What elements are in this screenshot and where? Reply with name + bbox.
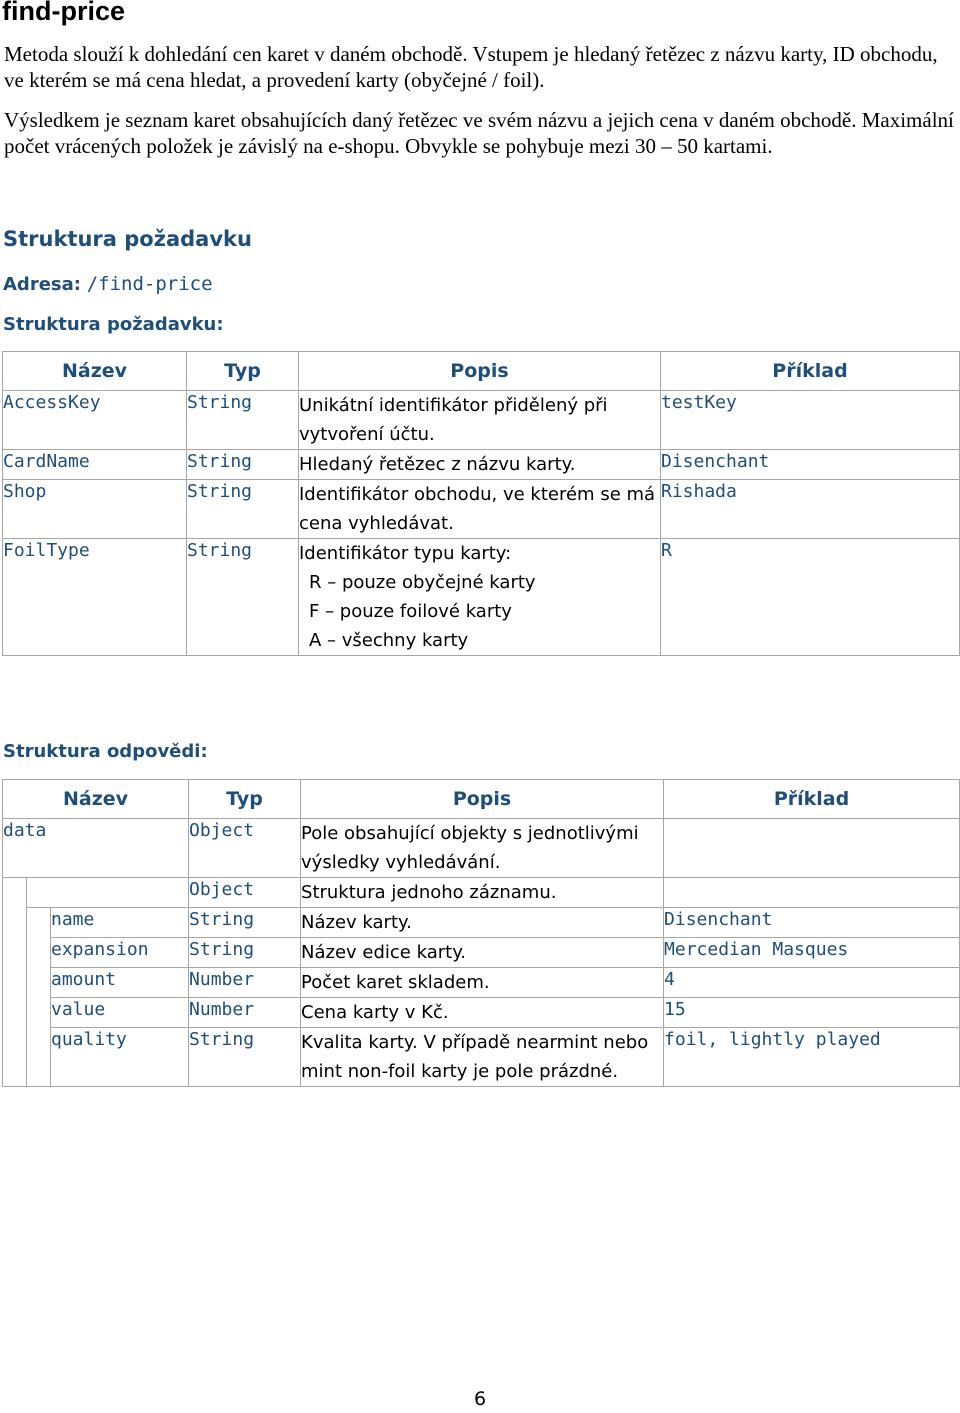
header-type: Typ: [187, 352, 299, 391]
field-example: 15: [664, 998, 960, 1028]
field-description: Cena karty v Kč.: [301, 998, 664, 1028]
field-example: Disenchant: [664, 908, 960, 938]
header-description: Popis: [299, 352, 661, 391]
field-name: quality: [51, 1028, 189, 1087]
field-description: Struktura jednoho záznamu.: [301, 878, 664, 908]
param-description: Identifikátor obchodu, ve kterém se má cena vyhledávat.: [299, 480, 661, 539]
field-name: data: [3, 819, 189, 878]
table-row: [3, 998, 960, 1028]
field-example: [664, 878, 960, 908]
request-section-title: Struktura požadavku: [3, 227, 252, 251]
param-description-text: Identifikátor typu karty:: [299, 543, 512, 564]
header-example: Příklad: [661, 352, 960, 391]
option-item: R – pouze obyčejné karty: [309, 572, 536, 593]
header-name: Název: [3, 352, 187, 391]
param-description: Hledaný řetězec z názvu karty.: [299, 450, 661, 480]
table-row: [3, 539, 960, 656]
field-type: Object: [189, 878, 301, 908]
request-header-row: [3, 352, 960, 391]
table-row: [3, 938, 960, 968]
param-type: String: [187, 480, 299, 539]
address-label: Adresa:: [3, 274, 81, 295]
table-row: [3, 450, 960, 480]
field-name: expansion: [51, 938, 189, 968]
field-type: Object: [189, 819, 301, 878]
table-row: [3, 878, 960, 908]
table-row: [3, 968, 960, 998]
header-name: Název: [3, 780, 189, 819]
field-type: String: [189, 1028, 301, 1087]
param-name: Shop: [3, 480, 187, 539]
address-line: [3, 273, 213, 295]
field-name: amount: [51, 968, 189, 998]
field-description: Pole obsahující objekty s jednotlivými výsledky vyhledávání.: [301, 819, 664, 878]
param-type: String: [187, 391, 299, 450]
field-name: [27, 878, 189, 908]
param-name: AccessKey: [3, 391, 187, 450]
param-type: String: [187, 539, 299, 656]
param-example: testKey: [661, 391, 960, 450]
address-value: /find-price: [86, 273, 213, 295]
header-example: Příklad: [664, 780, 960, 819]
request-table: [2, 351, 960, 656]
indent-cell: [27, 908, 51, 1087]
field-name: value: [51, 998, 189, 1028]
field-description: Název karty.: [301, 908, 664, 938]
indent-cell: [3, 878, 27, 1087]
table-row: [3, 1028, 960, 1087]
intro-paragraph-1: Metoda slouží k dohledání cen karet v daném obchodě. Vstupem je hledaný řetězec z názvu karty, ID obchodu, ve kterém se má cena hledat, a provedení karty (obyčejné / foil).: [4, 42, 938, 92]
response-table-title: Struktura odpovědi:: [3, 741, 208, 762]
header-type: Typ: [189, 780, 301, 819]
field-type: String: [189, 938, 301, 968]
field-example: Mercedian Masques: [664, 938, 960, 968]
param-name: CardName: [3, 450, 187, 480]
page-number: 6: [473, 1388, 487, 1410]
param-name: FoilType: [3, 539, 187, 656]
intro-paragraph-2: Výsledkem je seznam karet obsahujících daný řetězec ve svém názvu a jejich cena v daném obchodě. Maximální počet vrácených položek je závislý na e-shopu. Obvykle se pohybuje mezi 30 – 50 kartami.: [4, 108, 954, 158]
table-row: [3, 819, 960, 878]
param-example: R: [661, 539, 960, 656]
option-item: F – pouze foilové karty: [309, 601, 512, 622]
response-header-row: [3, 780, 960, 819]
field-example: 4: [664, 968, 960, 998]
param-description: Unikátní identifikátor přidělený při vytvoření účtu.: [299, 391, 661, 450]
field-example: foil, lightly played: [664, 1028, 960, 1087]
field-name: name: [51, 908, 189, 938]
table-row: [3, 908, 960, 938]
field-type: String: [189, 908, 301, 938]
option-item: A – všechny karty: [309, 630, 469, 651]
param-description: [299, 539, 661, 656]
field-description: Počet karet skladem.: [301, 968, 664, 998]
param-type: String: [187, 450, 299, 480]
field-description: Název edice karty.: [301, 938, 664, 968]
param-example: Disenchant: [661, 450, 960, 480]
field-example: [664, 819, 960, 878]
response-table: [2, 779, 960, 1087]
param-example: Rishada: [661, 480, 960, 539]
field-type: Number: [189, 968, 301, 998]
table-row: [3, 480, 960, 539]
field-description: Kvalita karty. V případě nearmint nebo mint non-foil karty je pole prázdné.: [301, 1028, 664, 1087]
page-title: find-price: [2, 0, 126, 26]
request-table-title: Struktura požadavku:: [3, 314, 224, 335]
table-row: [3, 391, 960, 450]
header-description: Popis: [301, 780, 664, 819]
field-type: Number: [189, 998, 301, 1028]
